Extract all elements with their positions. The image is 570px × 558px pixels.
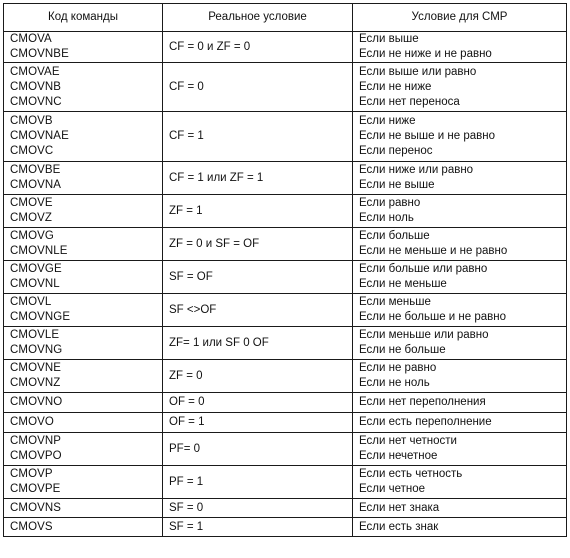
- cmp-condition-cell: [353, 195, 567, 228]
- command-code: CMOVB: [10, 115, 53, 127]
- real-condition: SF = OF: [169, 270, 213, 283]
- command-code: CMOVNS: [10, 501, 62, 514]
- real-condition-cell: [163, 228, 353, 261]
- command-code: CMOVNL: [10, 278, 60, 290]
- real-condition-cell: [163, 63, 353, 112]
- real-condition-cell: [163, 261, 353, 294]
- real-condition-cell: [163, 413, 353, 433]
- cmp-condition: Если ниже: [359, 115, 416, 127]
- command-code-cell: [4, 32, 163, 63]
- table-row: [4, 466, 567, 499]
- real-condition: SF <>OF: [169, 303, 217, 316]
- real-condition: SF = 1: [169, 520, 204, 533]
- command-code-cell: [4, 393, 163, 413]
- command-code: CMOVAE: [10, 65, 60, 78]
- cmp-condition: Если меньше или равно: [359, 329, 489, 341]
- cmp-condition-cell: [353, 393, 567, 413]
- cmp-condition: Если не больше и не равно: [359, 311, 507, 323]
- real-condition-cell: [163, 162, 353, 195]
- cmp-condition: Если нет переноса: [359, 95, 460, 108]
- table-header: [4, 4, 567, 32]
- cmp-condition: Если выше или равно: [359, 65, 477, 78]
- real-condition: CF = 0 и ZF = 0: [169, 40, 251, 53]
- cmp-condition-cell: [353, 518, 567, 537]
- cmp-condition-cell: [353, 228, 567, 261]
- cmov-table: [3, 3, 567, 537]
- command-code-cell: [4, 327, 163, 360]
- command-code: CMOVPE: [10, 483, 61, 495]
- command-code: CMOVZ: [10, 212, 53, 224]
- command-code: CMOVNAE: [10, 130, 69, 142]
- cmp-condition: Если ноль: [359, 212, 414, 224]
- cmp-condition: Если есть переполнение: [359, 416, 492, 428]
- header-command-code: Код команды: [4, 4, 163, 32]
- command-code-cell: [4, 466, 163, 499]
- command-code: CMOVNLE: [10, 245, 68, 257]
- real-condition-cell: [163, 32, 353, 63]
- cmp-condition: Если нет знака: [359, 501, 440, 514]
- command-code-cell: [4, 261, 163, 294]
- cmp-condition: Если нет переполнения: [359, 396, 486, 408]
- cmp-condition-cell: [353, 433, 567, 466]
- command-code: CMOVNBE: [10, 48, 69, 60]
- command-code-cell: [4, 499, 163, 518]
- command-code-cell: [4, 162, 163, 195]
- cmp-condition-cell: [353, 162, 567, 195]
- command-code: CMOVLE: [10, 329, 60, 341]
- cmp-condition: Если равно: [359, 197, 421, 209]
- command-code: CMOVNG: [10, 344, 63, 356]
- command-code-cell: [4, 195, 163, 228]
- command-code-cell: [4, 413, 163, 433]
- table-row: [4, 261, 567, 294]
- command-code-cell: [4, 360, 163, 393]
- cmp-condition: Если больше: [359, 230, 430, 242]
- real-condition-cell: [163, 393, 353, 413]
- real-condition-cell: [163, 327, 353, 360]
- table-row: [4, 433, 567, 466]
- cmp-condition-cell: [353, 499, 567, 518]
- real-condition: ZF = 1: [169, 204, 203, 217]
- command-code-cell: [4, 433, 163, 466]
- cmp-condition-cell: [353, 360, 567, 393]
- cmp-condition: Если не меньше и не равно: [359, 245, 508, 257]
- cmp-condition: Если есть четность: [359, 468, 463, 480]
- real-condition: ZF = 0: [169, 369, 203, 382]
- command-code: CMOVA: [10, 33, 52, 45]
- header-real-condition: Реальное условие: [163, 4, 353, 32]
- cmp-condition-cell: [353, 294, 567, 327]
- real-condition-cell: [163, 195, 353, 228]
- table-row: [4, 413, 567, 433]
- real-condition: CF = 1: [169, 130, 204, 142]
- real-condition-cell: [163, 112, 353, 162]
- cmp-condition-cell: [353, 327, 567, 360]
- real-condition: PF= 0: [169, 442, 201, 455]
- table-row: [4, 294, 567, 327]
- cmp-condition-cell: [353, 466, 567, 499]
- cmp-condition: Если не больше: [359, 344, 446, 356]
- cmp-condition: Если нет четности: [359, 435, 457, 447]
- command-code: CMOVNP: [10, 435, 62, 447]
- command-code-cell: [4, 63, 163, 112]
- real-condition: ZF= 1 или SF 0 OF: [169, 336, 269, 349]
- command-code: CMOVS: [10, 520, 53, 533]
- cmp-condition: Если нечетное: [359, 450, 438, 462]
- real-condition: ZF = 0 и SF = OF: [169, 237, 260, 250]
- cmp-condition: Если перенос: [359, 145, 433, 157]
- real-condition-cell: [163, 466, 353, 499]
- table-row: [4, 327, 567, 360]
- real-condition: PF = 1: [169, 475, 204, 488]
- table-row: [4, 63, 567, 112]
- table-row: [4, 518, 567, 537]
- table-row: [4, 112, 567, 162]
- cmp-condition-cell: [353, 112, 567, 162]
- command-code: CMOVGE: [10, 263, 62, 275]
- cmp-condition: Если не выше и не равно: [359, 130, 495, 142]
- command-code: CMOVNC: [10, 95, 62, 108]
- command-code: CMOVNZ: [10, 377, 61, 389]
- table-row: [4, 195, 567, 228]
- header-cmp-condition: Условие для СМР: [353, 4, 567, 32]
- table-row: [4, 162, 567, 195]
- cmp-condition-cell: [353, 32, 567, 63]
- command-code-cell: [4, 112, 163, 162]
- command-code: CMOVO: [10, 416, 54, 428]
- command-code: CMOVP: [10, 468, 53, 480]
- command-code: CMOVNGE: [10, 311, 71, 323]
- cmp-condition-cell: [353, 413, 567, 433]
- command-code: CMOVNA: [10, 179, 62, 191]
- cmp-condition: Если есть знак: [359, 520, 439, 533]
- cmp-condition: Если не меньше: [359, 278, 447, 290]
- cmp-condition: Если не выше: [359, 179, 435, 191]
- real-condition-cell: [163, 294, 353, 327]
- cmp-condition-cell: [353, 63, 567, 112]
- table-row: [4, 228, 567, 261]
- real-condition-cell: [163, 360, 353, 393]
- header-row: [4, 4, 567, 32]
- cmp-condition: Если не ниже: [359, 80, 432, 93]
- real-condition: OF = 0: [169, 396, 205, 408]
- command-code: CMOVL: [10, 296, 52, 308]
- command-code-cell: [4, 228, 163, 261]
- cmp-condition: Если четное: [359, 483, 426, 495]
- command-code: CMOVPO: [10, 450, 62, 462]
- cmp-condition: Если не ноль: [359, 377, 430, 389]
- real-condition-cell: [163, 433, 353, 466]
- real-condition: CF = 0: [169, 80, 204, 93]
- command-code: CMOVC: [10, 145, 54, 157]
- cmp-condition: Если больше или равно: [359, 263, 488, 275]
- cmp-condition: Если выше: [359, 33, 419, 45]
- command-code-cell: [4, 518, 163, 537]
- table-row: [4, 32, 567, 63]
- cmp-condition: Если не ниже и не равно: [359, 48, 492, 60]
- command-code: CMOVG: [10, 230, 54, 242]
- table-body: [4, 32, 567, 537]
- real-condition-cell: [163, 499, 353, 518]
- table-row: [4, 499, 567, 518]
- cmp-condition: Если ниже или равно: [359, 164, 474, 176]
- command-code: CMOVE: [10, 197, 53, 209]
- command-code: CMOVNE: [10, 362, 62, 374]
- command-code: CMOVBE: [10, 164, 61, 176]
- command-code: CMOVNO: [10, 396, 63, 408]
- command-code-cell: [4, 294, 163, 327]
- real-condition-cell: [163, 518, 353, 537]
- real-condition: OF = 1: [169, 416, 205, 428]
- cmp-condition-cell: [353, 261, 567, 294]
- cmp-condition: Если не равно: [359, 362, 437, 374]
- table-row: [4, 393, 567, 413]
- real-condition: CF = 1 или ZF = 1: [169, 171, 264, 184]
- table-row: [4, 360, 567, 393]
- real-condition: SF = 0: [169, 501, 204, 514]
- cmp-condition: Если меньше: [359, 296, 431, 308]
- command-code: CMOVNB: [10, 80, 62, 93]
